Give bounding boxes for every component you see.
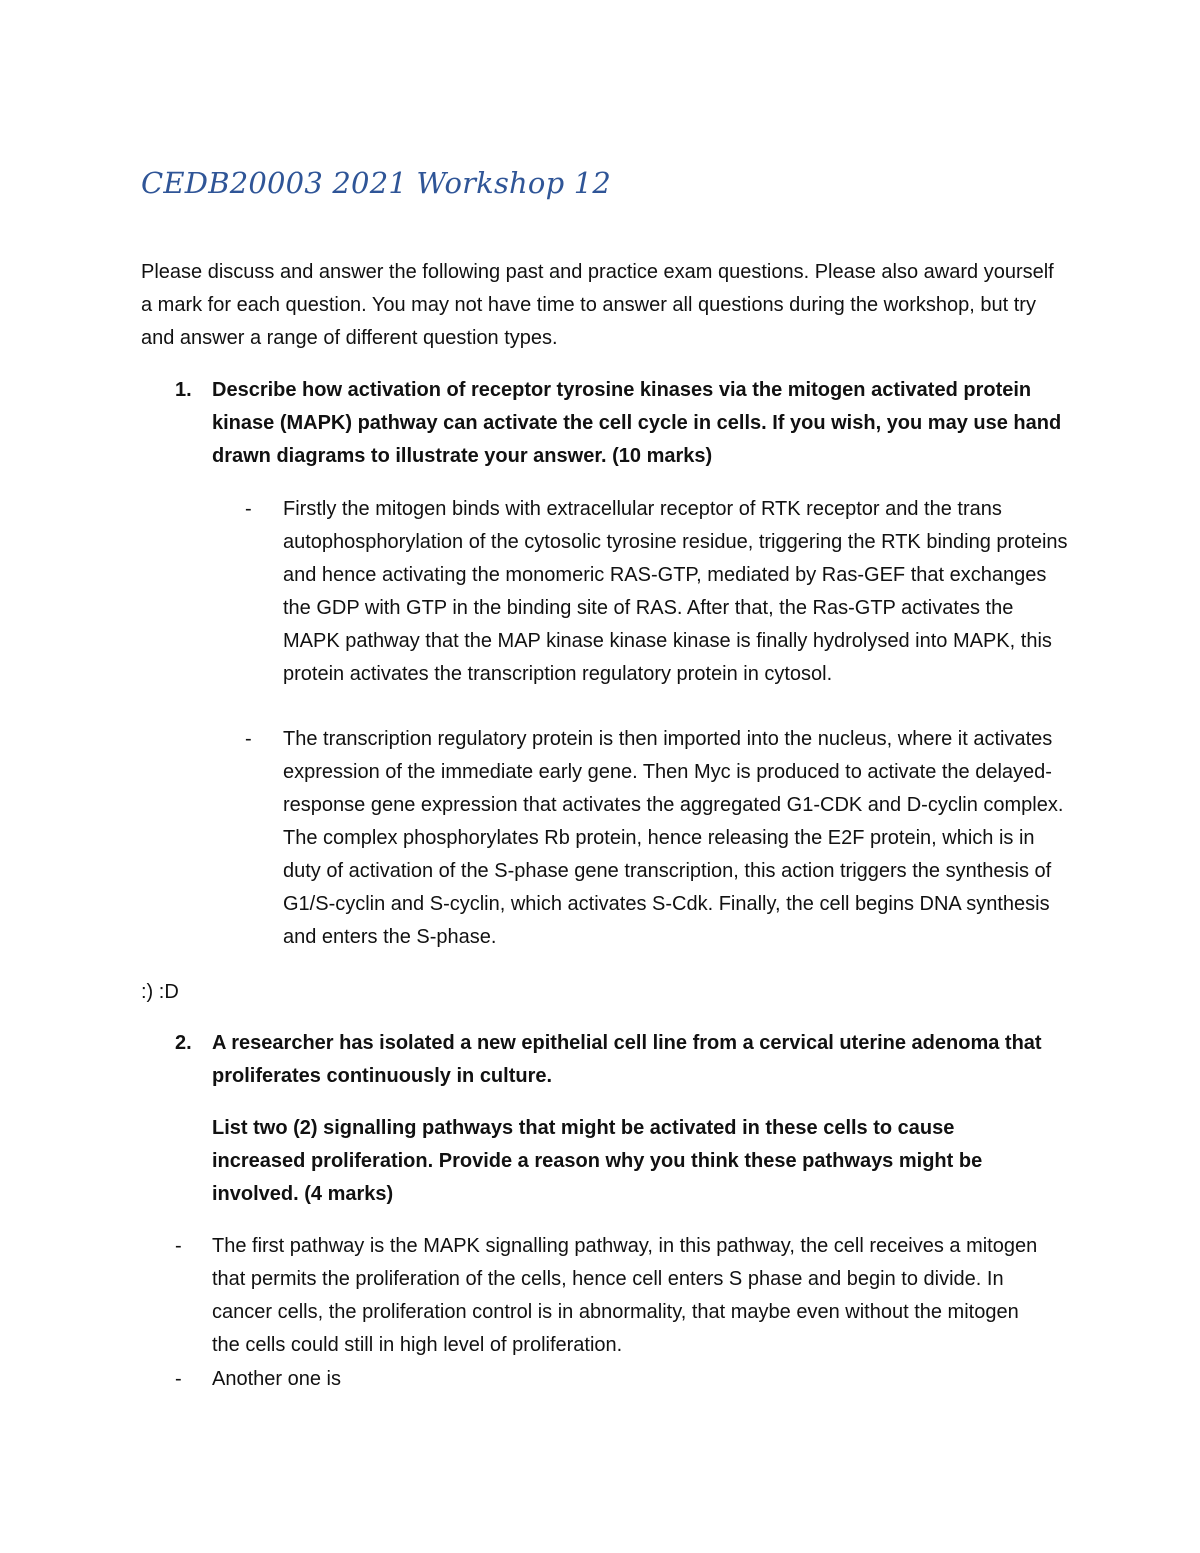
answer-1-1-bullet: - [245,498,252,520]
smiley-text: :) :D [141,981,179,1003]
intro-paragraph: Please discuss and answer the following past and practice exam questions. Please also award yourself a mark for each question. You may not have time to answer all questions during the workshop, but try and answer a range of different question types. [141,261,1054,349]
question-1-prompt: Describe how activation of receptor tyrosine kinases via the mitogen activated protein kinase (MAPK) pathway can activate the cell cycle in cells. If you wish, you may use hand drawn diagrams to illustrate your answer. (10 marks) [212,379,1062,467]
answer-1-2-bullet: - [245,728,252,750]
answer-2-1-text: The first pathway is the MAPK signalling pathway, in this pathway, the cell receives a mitogen that permits the proliferation of the cells, hence cell enters S phase and begin to divide. In cancer cells, the proliferation control is in abnormality, that maybe even without the mitogen the cells could still in high level of proliferation. [212,1235,1038,1356]
question-1-number: 1. [175,379,192,401]
answer-2-2-bullet: - [175,1368,182,1390]
answer-2-1-bullet: - [175,1235,182,1257]
question-2-number: 2. [175,1032,192,1054]
question-2-prompt: A researcher has isolated a new epithelial cell line from a cervical uterine adenoma that proliferates continuously in culture. [212,1032,1042,1087]
document-title: CEDB20003 2021 Workshop 12 [141,166,612,200]
answer-1-1-text: Firstly the mitogen binds with extracellular receptor of RTK receptor and the trans autophosphorylation of the cytosolic tyrosine residue, triggering the RTK binding proteins and hence activating the monomeric RAS-GTP, mediated by Ras-GEF that exchanges the GDP with GTP in the binding site of RAS. After that, the Ras-GTP activates the MAPK pathway that the MAP kinase kinase kinase is finally hydrolysed into MAPK, this protein activates the transcription regulatory protein in cytosol. [283,498,1068,685]
answer-1-2-text: The transcription regulatory protein is then imported into the nucleus, where it activates expression of the immediate early gene. Then Myc is produced to activate the delayed-response gene expression that activates the aggregated G1-CDK and D-cyclin complex. The complex phosphorylates Rb protein, hence releasing the E2F protein, which is in duty of activation of the S-phase gene transcription, this action triggers the synthesis of G1/S-cyclin and S-cyclin, which activates S-Cdk. Finally, the cell begins DNA synthesis and enters the S-phase. [283,728,1064,948]
question-2-prompt-detail: List two (2) signalling pathways that might be activated in these cells to cause increased proliferation. Provide a reason why you think these pathways might be involved. (4 marks) [212,1117,983,1205]
answer-2-2-text: Another one is [212,1368,341,1390]
